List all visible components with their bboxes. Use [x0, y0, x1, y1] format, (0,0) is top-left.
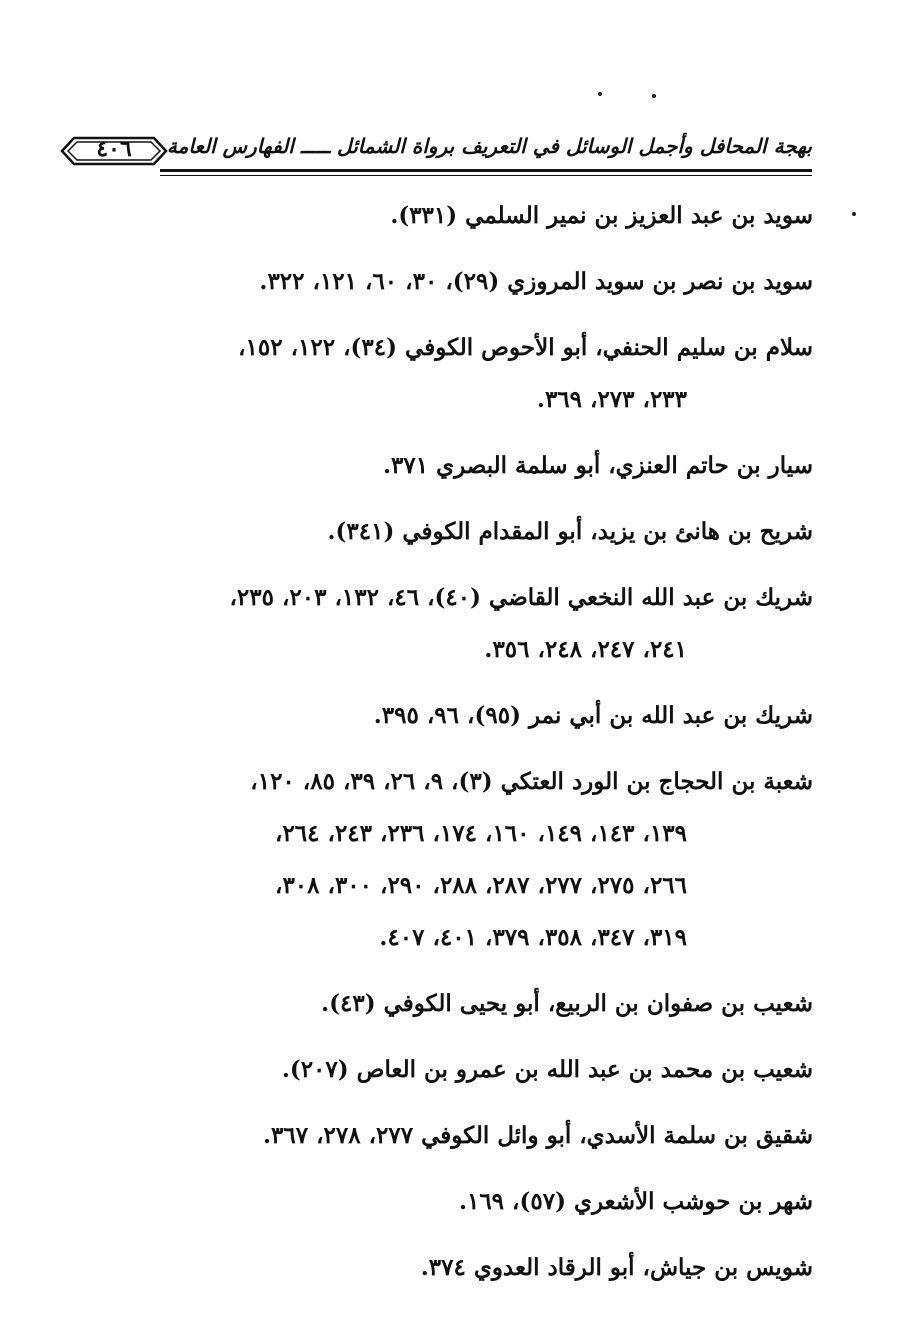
- entry-gap: [93, 742, 813, 756]
- index-entry: [93, 1044, 813, 1096]
- entry-continuation-line: ٣١٩، ٣٤٧، ٣٥٨، ٣٧٩، ٤٠١، ٤٠٧.: [379, 924, 687, 951]
- entry-continuation-line: ٢٦٦، ٢٧٥، ٢٧٧، ٢٨٧، ٢٨٨، ٢٩٠، ٣٠٠، ٣٠٨،: [275, 872, 687, 899]
- entry-gap: [93, 426, 813, 440]
- header-rule-thin: [160, 175, 812, 176]
- header-rule: [160, 169, 812, 172]
- entry-line: شريك بن عبد الله بن أبي نمر (٩٥)، ٩٦، ٣٩٥.: [373, 702, 813, 729]
- entry-gap: [93, 1228, 813, 1242]
- entry-continuation-line: ٢٤١، ٢٤٧، ٢٤٨، ٣٥٦.: [484, 636, 687, 663]
- index-entry: [93, 1176, 813, 1228]
- entry-gap: [93, 492, 813, 506]
- entry-line: سويد بن عبد العزيز بن نمير السلمي (٣٣١).: [390, 202, 813, 229]
- entry-line: سلام بن سليم الحنفي، أبو الأحوص الكوفي (٣٤)، ١٢٢، ١٥٢،: [238, 334, 813, 361]
- index-entry: [93, 440, 813, 492]
- entry-line: شريح بن هانئ بن يزيد، أبو المقدام الكوفي (٣٤١).: [327, 518, 813, 545]
- entry-line: سيار بن حاتم العنزي، أبو سلمة البصري ٣٧١.: [382, 452, 813, 479]
- entry-line: سويد بن نصر بن سويد المروزي (٢٩)، ٣٠، ٦٠، ١٢١، ٣٢٢.: [259, 268, 813, 295]
- index-entry: [93, 690, 813, 742]
- narrator-index-list: [93, 190, 813, 1294]
- entry-gap: [93, 1096, 813, 1110]
- index-entry: [93, 978, 813, 1030]
- entry-gap: [93, 1030, 813, 1044]
- page-number: ٤٠٦: [96, 136, 132, 162]
- entry-gap: [93, 1162, 813, 1176]
- entry-gap: [93, 308, 813, 322]
- entry-continuation-line: ١٣٩، ١٤٣، ١٤٩، ١٦٠، ١٧٤، ٢٣٦، ٢٤٣، ٢٦٤،: [275, 820, 687, 847]
- index-entry: [93, 756, 813, 964]
- entry-line: شقيق بن سلمة الأسدي، أبو وائل الكوفي ٢٧٧، ٢٧٨، ٣٦٧.: [263, 1122, 813, 1149]
- entry-line: شعبة بن الحجاج بن الورد العتكي (٣)، ٩، ٢٦، ٣٩، ٨٥، ١٢٠،: [250, 768, 813, 795]
- entry-gap: [93, 242, 813, 256]
- page-header: [60, 128, 812, 178]
- index-entry: [93, 572, 813, 676]
- stray-dot: [852, 212, 856, 216]
- entry-line: شويس بن جياش، أبو الرقاد العدوي ٣٧٤.: [420, 1254, 813, 1281]
- entry-gap: [93, 964, 813, 978]
- entry-continuation-line: ٢٣٣، ٢٧٣، ٣٦٩.: [536, 386, 687, 413]
- entry-gap: [93, 558, 813, 572]
- page-number-badge: [60, 134, 168, 168]
- entry-line: شريك بن عبد الله النخعي القاضي (٤٠)، ٤٦، ١٣٢، ٢٠٣، ٢٣٥،: [229, 584, 813, 611]
- running-header-title: بهجة المحافل وأجمل الوسائل في التعريف برواة الشمائل ـــــ الفهارس العامة: [166, 134, 812, 158]
- index-entry: [93, 1110, 813, 1162]
- index-entry: [93, 256, 813, 308]
- entry-line: شعيب بن محمد بن عبد الله بن عمرو بن العاص (٢٠٧).: [281, 1056, 813, 1083]
- stray-dot: [598, 92, 602, 96]
- entry-line: شعيب بن صفوان بن الربيع، أبو يحيى الكوفي (٤٣).: [321, 990, 813, 1017]
- index-entry: [93, 322, 813, 426]
- stray-dot: [652, 94, 656, 98]
- index-entry: [93, 1242, 813, 1294]
- entry-gap: [93, 676, 813, 690]
- index-entry: [93, 506, 813, 558]
- entry-line: شهر بن حوشب الأشعري (٥٧)، ١٦٩.: [458, 1188, 813, 1215]
- index-entry: [93, 190, 813, 242]
